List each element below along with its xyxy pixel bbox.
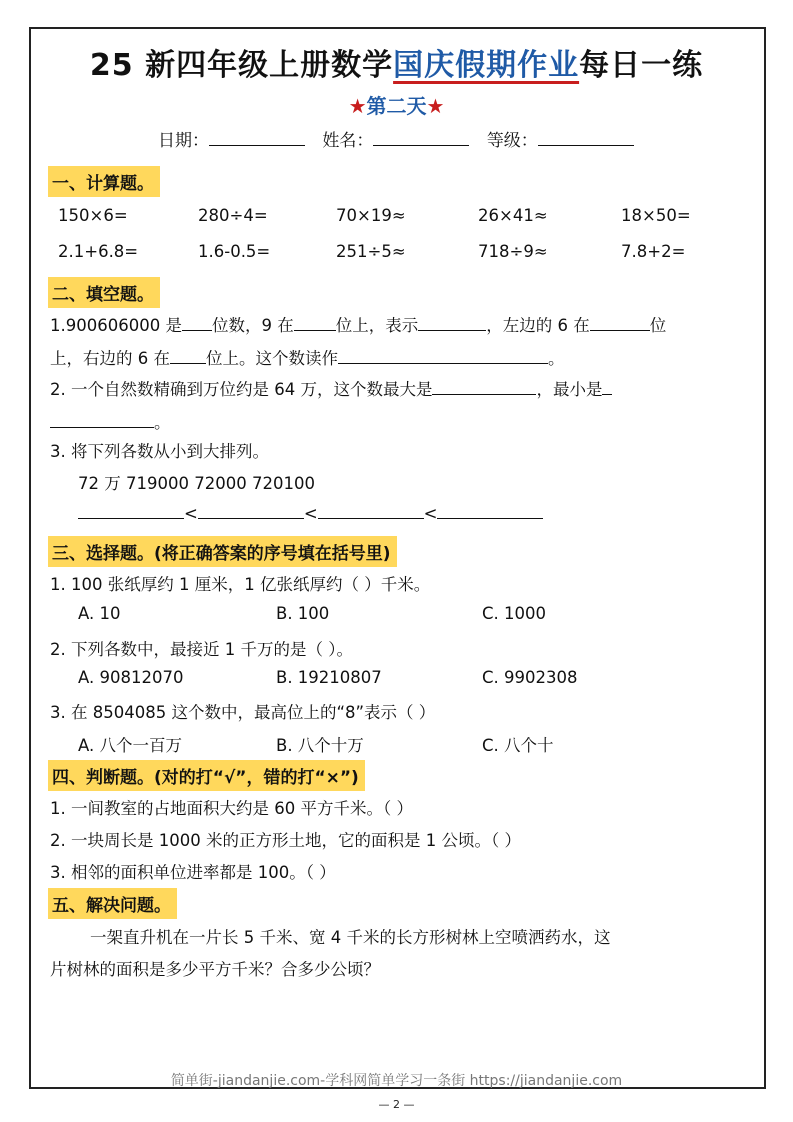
section-heading-solve: 五、解决问题。 (48, 888, 177, 919)
calc-item: 718÷9≈ (478, 242, 548, 261)
calc-item: 251÷5≈ (336, 242, 406, 261)
grade-field[interactable] (538, 129, 634, 146)
page-number: — 2 — (378, 1098, 415, 1111)
answer-blank[interactable] (602, 380, 612, 395)
name-field[interactable] (373, 129, 469, 146)
calc-item: 26×41≈ (478, 206, 548, 225)
section-heading-choice: 三、选择题。(将正确答案的序号填在括号里) (48, 536, 397, 567)
calc-item: 280÷4= (198, 206, 268, 225)
choice-question-3: 3. 在 8504085 这个数中，最高位上的“8”表示（ ） (50, 703, 436, 722)
choice-option[interactable]: C. 9902308 (482, 668, 578, 687)
answer-blank[interactable] (437, 504, 543, 519)
section-heading-calc: 一、计算题。 (48, 166, 160, 197)
less-than-sign: < (303, 504, 318, 523)
q1-text: ，左边的 6 在 (486, 316, 590, 335)
answer-blank[interactable] (590, 316, 650, 331)
answer-blank[interactable] (338, 349, 548, 364)
problem-text-line-1: 一架直升机在一片长 5 千米、宽 4 千米的长方形树林上空喷洒药水，这 (90, 928, 611, 947)
calc-item: 2.1+6.8= (58, 242, 139, 261)
choice-option[interactable]: B. 100 (276, 604, 330, 623)
calc-item: 150×6= (58, 206, 128, 225)
fill-question-1-cont (50, 345, 565, 369)
q1-text: 上，右边的 6 在 (50, 349, 170, 368)
calc-item: 70×19≈ (336, 206, 406, 225)
answer-blank[interactable] (294, 316, 336, 331)
choice-option[interactable]: B. 八个十万 (276, 736, 364, 755)
title-prefix: 25 新四年级上册数学 (89, 48, 394, 83)
title-highlight: 国庆假期作业 (393, 48, 580, 83)
problem-text-line-2: 片树林的面积是多少平方千米？合多少公顷？ (50, 960, 380, 979)
footer-watermark: 简单街-jiandanjie.com-学科网简单学习一条街 https://jiandanjie.com (170, 1073, 623, 1089)
section-heading-fill: 二、填空题。 (48, 277, 160, 308)
q1-text: 位数，9 在 (211, 316, 294, 335)
q1-text: 位上。这个数读作 (206, 349, 338, 368)
answer-blank[interactable] (432, 380, 536, 395)
choice-question-1: 1. 100 张纸厚约 1 厘米，1 亿张纸厚约（ ）千米。 (50, 575, 431, 594)
answer-blank[interactable] (50, 413, 154, 428)
day-label: 第二天 (366, 94, 427, 118)
q1-text: 。 (548, 349, 565, 368)
answer-blank[interactable] (318, 504, 424, 519)
calc-item: 18×50= (621, 206, 691, 225)
less-than-sign: < (423, 504, 438, 523)
answer-blank[interactable] (182, 316, 212, 331)
choice-option[interactable]: A. 10 (78, 604, 121, 623)
calc-item: 1.6-0.5= (198, 242, 271, 261)
judge-question-1: 1. 一间教室的占地面积大约是 60 平方千米。（ ） (50, 799, 413, 818)
fill-question-2 (50, 376, 612, 400)
answer-blank[interactable] (78, 504, 184, 519)
fill-question-2-cont (50, 409, 171, 433)
star-icon: ★ (426, 94, 445, 118)
grade-label: 等级： (486, 131, 538, 151)
choice-option[interactable]: A. 90812070 (78, 668, 184, 687)
judge-question-2: 2. 一块周长是 1000 米的正方形土地，它的面积是 1 公顷。（ ） (50, 831, 521, 850)
q1-text: 位上，表示 (335, 316, 419, 335)
choice-option[interactable]: B. 19210807 (276, 668, 382, 687)
judge-question-3: 3. 相邻的面积单位进率都是 100。（ ） (50, 863, 336, 882)
answer-blank[interactable] (418, 316, 486, 331)
choice-option[interactable]: A. 八个一百万 (78, 736, 182, 755)
numbers-to-order: 72 万 719000 72000 720100 (78, 474, 315, 493)
q1-text: 1.900606000 是 (50, 316, 182, 335)
answer-blank[interactable] (198, 504, 304, 519)
student-info (158, 126, 646, 151)
q2-text: 。 (154, 413, 171, 432)
fill-question-3: 3. 将下列各数从小到大排列。 (50, 442, 269, 461)
fill-question-1 (50, 312, 666, 336)
ordering-blanks (78, 504, 543, 523)
day-subtitle (0, 90, 793, 119)
q1-text: 位 (649, 316, 667, 335)
page-title (0, 40, 793, 84)
section-heading-judge: 四、判断题。(对的打“√”，错的打“×”) (48, 760, 365, 791)
q2-text: 2. 一个自然数精确到万位约是 64 万，这个数最大是 (50, 380, 433, 399)
choice-question-2: 2. 下列各数中，最接近 1 千万的是（ ）。 (50, 640, 353, 659)
less-than-sign: < (184, 504, 198, 523)
title-suffix: 每日一练 (579, 48, 704, 83)
date-label: 日期： (158, 131, 209, 151)
star-icon: ★ (348, 94, 367, 118)
choice-option[interactable]: C. 八个十 (482, 736, 554, 755)
answer-blank[interactable] (170, 349, 206, 364)
name-label: 姓名： (322, 131, 374, 151)
q2-text: ，最小是 (536, 380, 603, 399)
choice-option[interactable]: C. 1000 (482, 604, 547, 623)
calc-item: 7.8+2= (621, 242, 686, 261)
date-field[interactable] (209, 129, 305, 146)
